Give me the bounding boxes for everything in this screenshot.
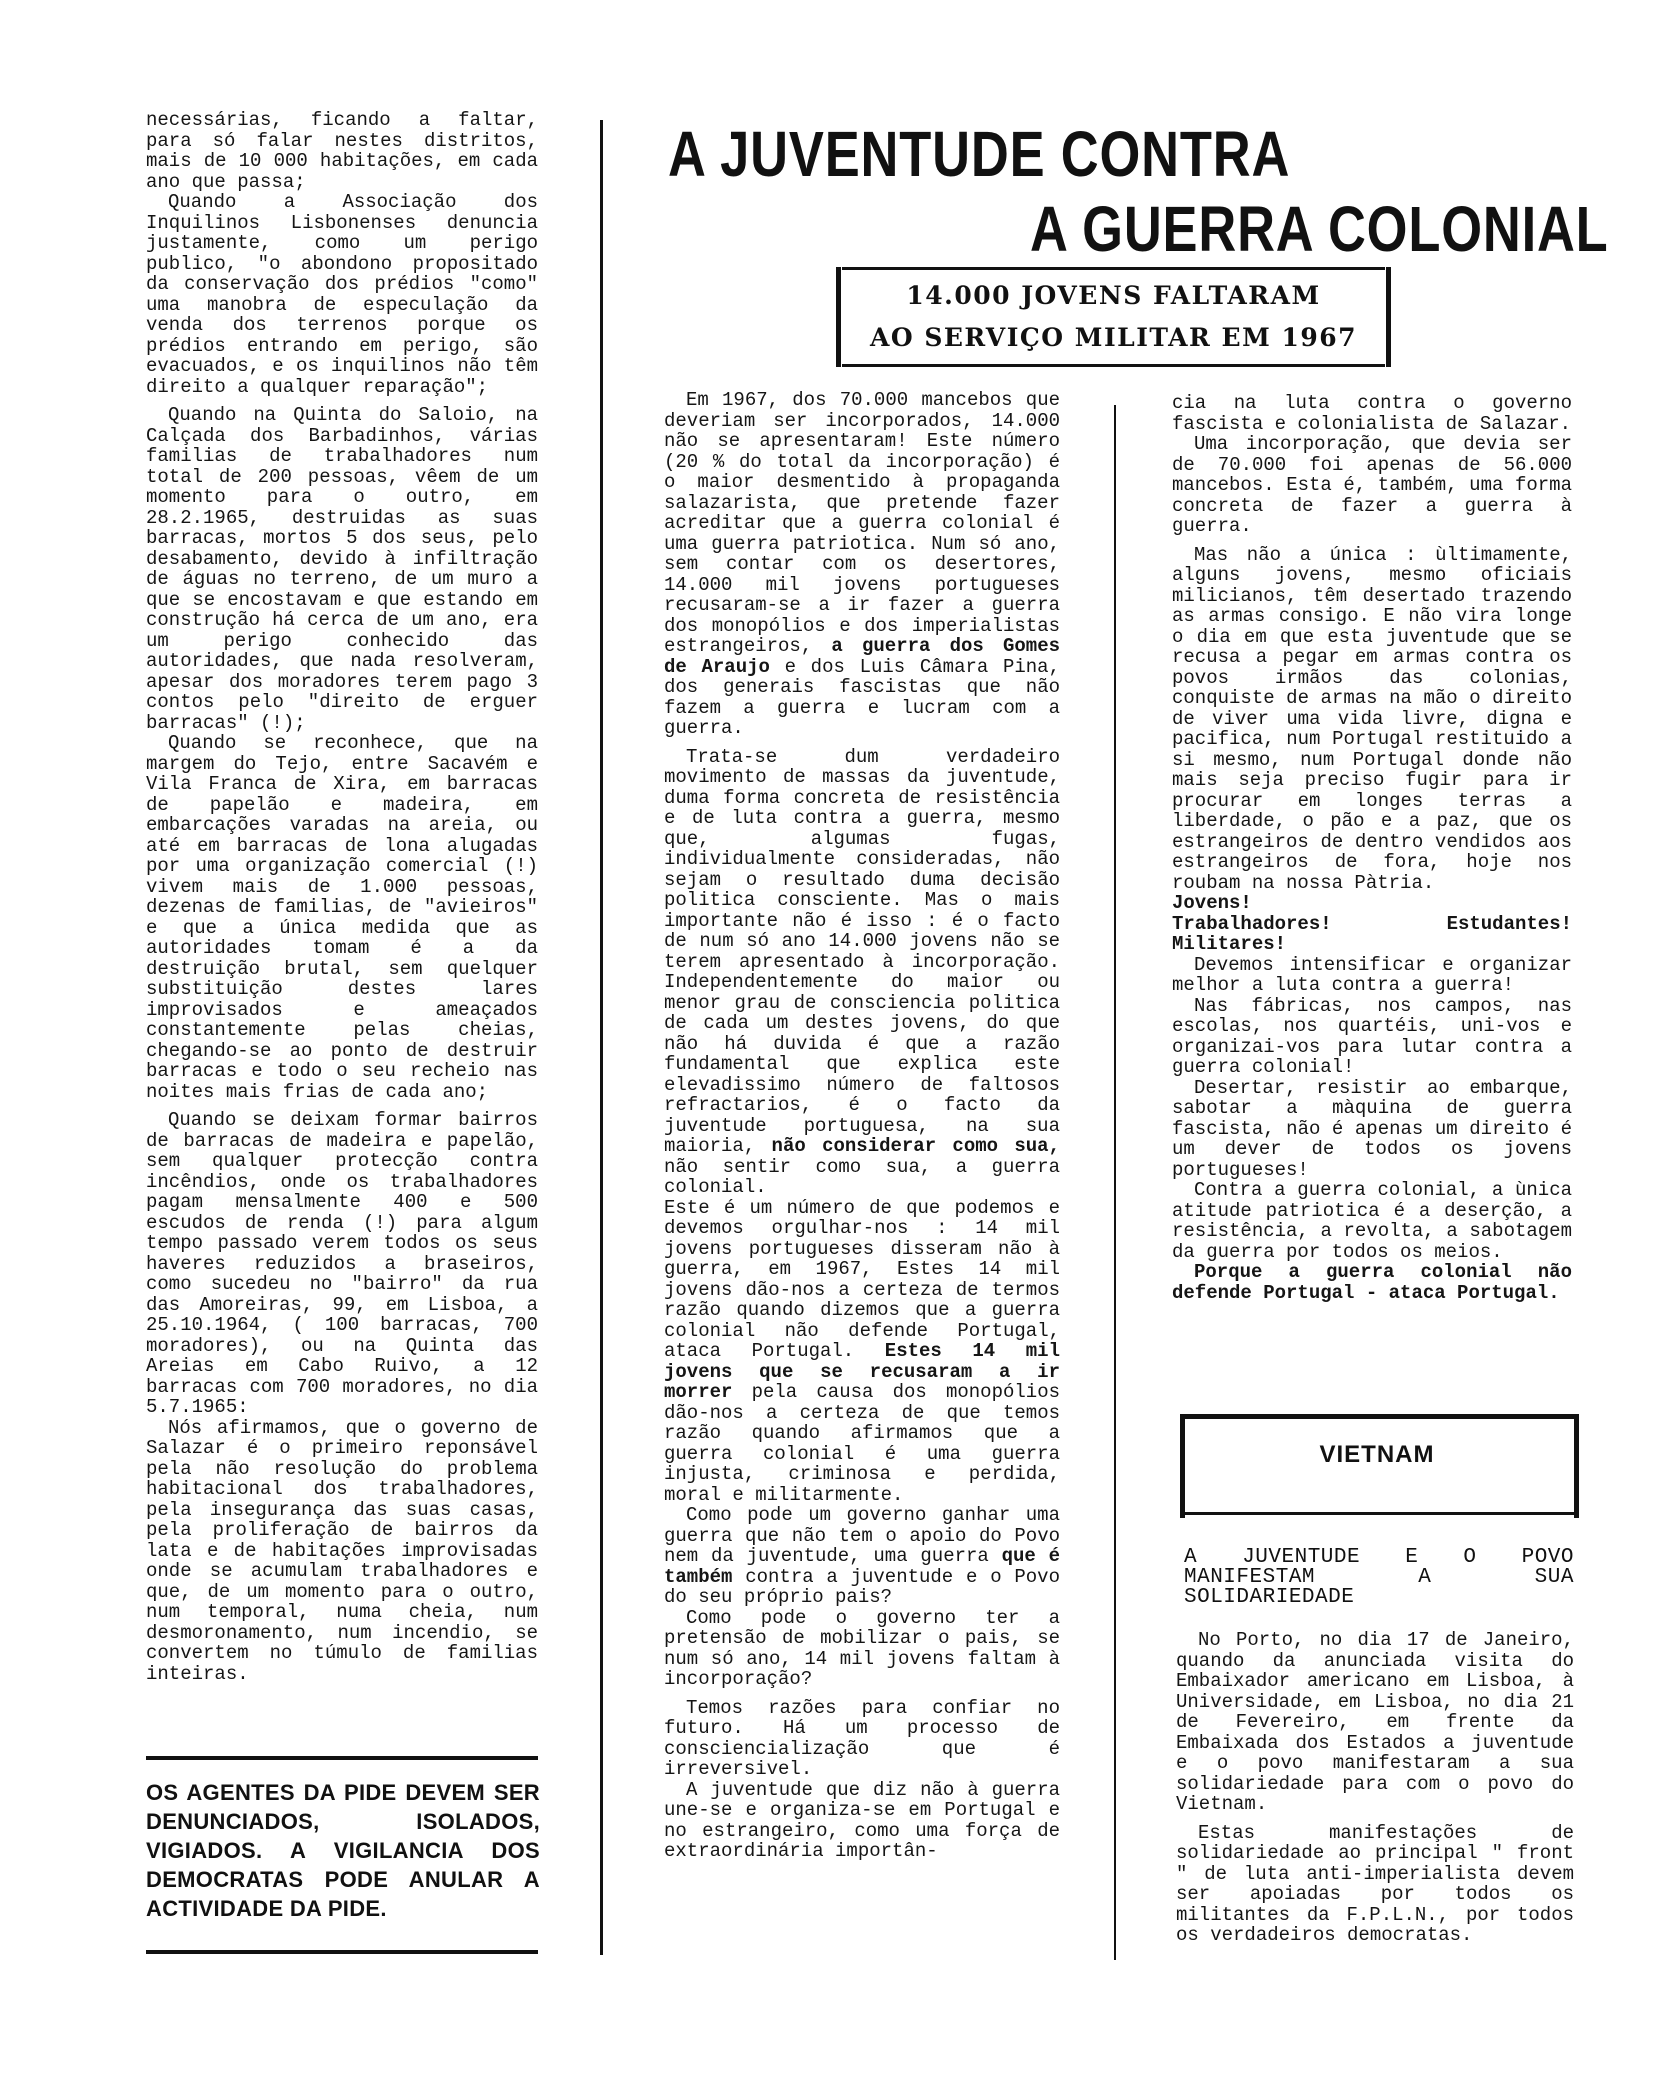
subheadline-line-1: 14.000 JOVENS FALTARAM: [906, 281, 1321, 310]
left-paragraph: Quando se reconhece, que na margem do Tejo, entre Sacavém e Vila Franca de Xira, em barracas de papelão e madeira, em embarcações varadas na areia, ou até em barracas de lona alugadas por uma organização comercial (!) vivem mais de 1.000 pessoas, dezenas de familias, de "avieiros" e que a única medida que as autoridades tomam é a da destruição brutal, sem quelquer substituição destes lares improvisados e ameaçados constantemente pelas cheias, chegando-se ao ponto de destruir barracas e todo o seu recheio nas noites mais frias de cada ano;: [146, 732, 538, 1103]
right-column: [1172, 393, 1572, 1303]
headline-line-1: A JUVENTUDE CONTRA: [668, 118, 1291, 190]
right-paragraph: Devemos intensificar e organizar melhor a luta contra a guerra!: [1172, 953, 1572, 996]
right-paragraph: Mas não a única : ùltimamente, alguns jovens, mesmo oficiais milicianos, têm desertado trazendo as armas consigo. E não vira longe o dia em que esta juventude que se recusa a pegar em armas contra os povos irmãos das colonias, conquiste de armas na mão o direito de viver uma vida livre, digna e pacifica, num Portugal restituido a si mesmo, num Portugal donde não mais seja preciso fugir para ir procurar em longes terras a liberdade, o pão e a paz, que os estrangeiros de dentro vendidos aos estrangeiros de fora, hoje nos roubam na nossa Pàtria.: [1172, 543, 1572, 894]
middle-paragraph: Como pode um governo ganhar uma guerra que não tem o apoio do Povo nem da juventude, uma guerra que é também contra a juventude e o Povo do seu próprio pais?: [664, 1504, 1061, 1608]
vietnam-title-box: [1180, 1414, 1574, 1514]
left-column: [146, 110, 538, 1684]
middle-paragraph: Como pode o governo ter a pretensão de mobilizar o pais, se num só ano, 14 mil jovens faltam à incorporação?: [664, 1606, 1060, 1690]
headline-line-2: A GUERRA COLONIAL: [1030, 193, 1609, 265]
vietnam-subtitle: A JUVENTUDE E O POVO MANIFESTAM A SUA SOLIDARIEDADE: [1184, 1546, 1574, 1609]
middle-paragraph: Temos razões para confiar no futuro. Há um processo de consciencialização que é irreversivel.: [664, 1696, 1060, 1780]
left-paragraph: Quando na Quinta do Saloio, na Calçada dos Barbadinhos, várias familias de trabalhadores num total de 200 pessoas, vêem de um momento para o outro, em 28.2.1965, destruidas as suas barracas, mortos 5 dos seus, pelo desabamento, devido à infiltração de águas no terreno, de um muro a que se encostavam e que estando em construção há cerca de um ano, era um perigo conhecido das autoridades, que nada resolveram, apesar dos moradores terem pago 3 contos pelo "direito de erguer barracas" (!);: [146, 404, 538, 734]
box-edge: [1574, 1414, 1579, 1518]
middle-paragraph: A juventude que diz não à guerra une-se e organiza-se em Portugal e no estrangeiro, como uma força de extraordinária importân-: [664, 1778, 1060, 1862]
divider-rule: [146, 1756, 538, 1760]
vietnam-paragraph: No Porto, no dia 17 de Janeiro, quando da anunciada visita do Embaixador americano em Lisboa, à Universidade, em Lisboa, no dia 21 de Fevereiro, em frente da Embaixada dos Estados a juventude e o povo manifestaram a sua solidariedade para com o povo do Vietnam.: [1176, 1629, 1574, 1815]
rally-call: Jovens!: [1172, 892, 1252, 914]
left-paragraph: Quando se deixam formar bairros de barracas de madeira e papelão, sem qualquer protecção contra incêndios, onde os trabalhadores pagam mensalmente 400 e 500 escudos de renda (!) para algum tempo passado verem todos os seus haveres reduzidos a braseiros, como sucedeu no "bairro" da rua das Amoreiras, 99, em Lisboa, a 25.10.1964, ( 100 barracas, 700 moradores), ou na Quinta das Areias em Cabo Ruivo, a 12 barracas com 700 moradores, no dia 5.7.1965:: [146, 1109, 538, 1418]
middle-paragraph: Este é um número de que podemos e devemos orgulhar-nos : 14 mil jovens portugueses disseram não à guerra, em 1967, Estes 14 mil jovens dão-nos a certeza de termos razão quando dizemos que a guerra colonial não defende Portugal, ataca Portugal. Estes 14 mil jovens que se recusaram a ir morrer pela causa dos monopólios dão-nos a certeza de que temos razão quando afirmamos que a guerra colonial é uma guerra injusta, criminosa e perdida, moral e militarmente.: [664, 1196, 1060, 1506]
column-divider: [1114, 405, 1116, 1960]
rally-call: Trabalhadores! Estudantes! Militares!: [1172, 912, 1572, 955]
subheadline-line-2: AO SERVIÇO MILITAR EM 1967: [869, 323, 1358, 352]
middle-paragraph: Trata-se dum verdadeiro movimento de massas da juventude, duma forma concreta de resistência e de luta contra a guerra, mesmo que, algumas fugas, individualmente consideradas, não sejam o resultado duma decisão politica consciente. Mas o mais importante não é isso : é o facto de num só ano 14.000 jovens não se terem apresentado à incorporação. Independentemente do maior ou menor grau de consciencia politica de cada um destes jovens, do que não há duvida é que a razão fundamental que explica este elevadissimo número de faltosos refractarios, é o facto da juventude portuguesa, na sua maioria, não considerar como sua, não sentir como sua, a guerra colonial.: [664, 745, 1060, 1198]
left-paragraph: Nós afirmamos, que o governo de Salazar é o primeiro reponsável pela não resolução do problema habitacional dos trabalhadores, pela insegurança das suas casas, pela proliferação de bairros da lata e de habitações improvisadas onde se acumulam trabalhadores e que, de um momento para o outro, num temporal, numa cheia, num desmoronamento, num incendio, se convertem no túmulo de familias inteiras.: [146, 1416, 538, 1685]
divider-rule: [146, 1950, 538, 1954]
right-paragraph: cia na luta contra o governo fascista e colonialista de Salazar.: [1172, 392, 1572, 435]
right-paragraph: Desertar, resistir ao embarque, sabotar a màquina de guerra fascista, não é apenas um direito é um dever de todos os jovens portugueses!: [1172, 1076, 1572, 1181]
left-paragraph: necessárias, ficando a faltar, para só falar nestes distritos, mais de 10 000 habitações, em cada ano que passa;: [146, 109, 538, 193]
closing-line: Porque a guerra colonial não defende Portugal - ataca Portugal.: [1172, 1261, 1572, 1304]
vietnam-article: [1176, 1630, 1574, 1946]
pide-notice: OS AGENTES DA PIDE DEVEM SER DENUNCIADOS, ISOLADOS, VIGIADOS. A VIGILANCIA DOS DEMOCRATAS PODE ANULAR A ACTIVIDADE DA PIDE.: [146, 1780, 540, 1921]
vietnam-title: VIETNAM: [1319, 1441, 1435, 1468]
right-paragraph: Uma incorporação, que devia ser de 70.000 foi apenas de 56.000 mancebos. Esta é, também, uma forma concreta de fazer a guerra à guerra.: [1172, 433, 1572, 537]
column-divider: [600, 120, 603, 1955]
middle-paragraph: Em 1967, dos 70.000 mancebos que deveriam ser incorporados, 14.000 não se apresentaram! Este número (20 % do total da incorporação) é o maior desmentido à propaganda salazarista, que pretende fazer acreditar que a guerra colonial é uma guerra patriotica. Num só ano, sem contar com os desertores, 14.000 mil jovens portugueses recusaram-se a ir fazer a guerra dos monopólios e dos imperialistas estrangeiros, a guerra dos Gomes de Araujo e dos Luis Câmara Pina, dos generais fascistas que não fazem a guerra e lucram com a guerra.: [664, 389, 1060, 739]
right-paragraph: Nas fábricas, nos campos, nas escolas, nos quartéis, uni-vos e organizai-vos para lutar contra a guerra colonial!: [1172, 994, 1572, 1078]
left-paragraph: Quando a Associação dos Inquilinos Lisbonenses denuncia justamente, como um perigo publico, "o abondono propositado da conservação dos prédios "como" uma manobra de especulação da venda dos terrenos porque os prédios entrando em perigo, são evacuados, e os inquilinos não têm direito a qualquer reparação";: [146, 191, 538, 398]
middle-column: [664, 390, 1060, 1862]
vietnam-paragraph: Estas manifestações de solidariedade ao principal " front " de luta anti-imperialista devem ser apoiadas por todos os militantes da F.P.L.N., por todos os verdadeiros democratas.: [1176, 1821, 1574, 1946]
right-paragraph: Contra a guerra colonial, a ùnica atitude patriotica é a deserção, a resistência, a revolta, a sabotagem da guerra por todos os meios.: [1172, 1179, 1572, 1263]
subheadline-box: [842, 267, 1385, 367]
